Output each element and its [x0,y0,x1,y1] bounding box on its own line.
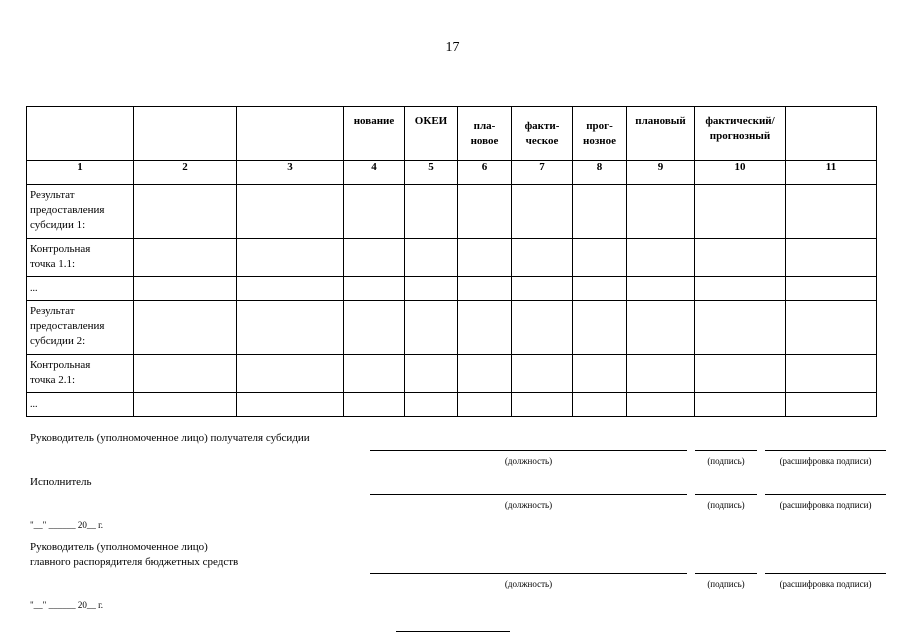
row-label: Контрольная точка 2.1: [27,355,134,393]
column-number: 9 [627,161,695,185]
header-cell-7: факти- ческое [512,107,573,161]
signature-line [695,494,757,495]
table-cell [458,301,512,355]
table-row [27,277,877,301]
header-cell-11 [786,107,877,161]
row-label: ... [27,277,134,301]
table-cell [695,301,786,355]
table-cell [573,185,627,239]
table-cell [344,239,405,277]
header-cell-1 [27,107,134,161]
date-line: "__" ______ 20__ г. [30,600,104,610]
decoding-line [765,494,886,495]
column-number: 10 [695,161,786,185]
table-cell [786,393,877,417]
table-cell [627,393,695,417]
table-cell [627,355,695,393]
table-cell [573,239,627,277]
position-line [370,450,687,451]
table-cell [458,355,512,393]
table-cell [695,355,786,393]
main-manager-head-label: Руководитель (уполномоченное лицо) главного распорядителя бюджетных средств [30,541,239,568]
table-cell [627,301,695,355]
decoding-line [765,450,886,451]
decoding-caption: (расшифровка подписи) [779,579,872,589]
table-cell [458,277,512,301]
table-row [27,239,877,277]
table-row [27,185,877,239]
decoding-caption: (расшифровка подписи) [779,456,872,466]
position-caption: (должность) [504,579,553,589]
table-cell [134,393,237,417]
table-cell [512,277,573,301]
table-cell [512,301,573,355]
table-cell [344,185,405,239]
table-cell [405,393,458,417]
table-cell [237,393,344,417]
table-cell [344,277,405,301]
footnote-separator [396,631,510,632]
date-line: "__" ______ 20__ г. [30,520,104,530]
table-cell [458,393,512,417]
table-cell [695,393,786,417]
table-cell [458,185,512,239]
table-cell [405,277,458,301]
table-row [27,355,877,393]
table-cell [512,239,573,277]
decoding-line [765,573,886,574]
signature-caption: (подпись) [707,579,745,589]
table-cell [573,393,627,417]
signature-line [695,450,757,451]
header-cell-3 [237,107,344,161]
table-cell [573,277,627,301]
table-cell [134,301,237,355]
table-cell [786,185,877,239]
table-cell [458,239,512,277]
column-number: 5 [405,161,458,185]
table-cell [237,239,344,277]
decoding-caption: (расшифровка подписи) [779,500,872,510]
row-label: Результат предоставления субсидии 1: [27,185,134,239]
table-cell [627,239,695,277]
header-cell-6: пла- новое [458,107,512,161]
header-cell-2 [134,107,237,161]
recipient-head-label: Руководитель (уполномоченное лицо) получателя субсидии [30,432,310,444]
table-cell [237,355,344,393]
table-cell [405,239,458,277]
column-number: 8 [573,161,627,185]
table-row [27,301,877,355]
table-cell [573,301,627,355]
table-cell [512,355,573,393]
header-cell-4: нование [344,107,405,161]
header-row [27,107,877,161]
table-cell [405,301,458,355]
signature-caption: (подпись) [707,456,745,466]
table-cell [405,185,458,239]
table-cell [237,185,344,239]
column-number: 2 [134,161,237,185]
table-cell [627,185,695,239]
table-cell [786,239,877,277]
column-number: 11 [786,161,877,185]
row-label: ... [27,393,134,417]
table-cell [134,277,237,301]
position-caption: (должность) [504,500,553,510]
table-cell [695,185,786,239]
column-number: 7 [512,161,573,185]
column-number: 1 [27,161,134,185]
signature-line [695,573,757,574]
position-caption: (должность) [504,456,553,466]
signature-caption: (подпись) [707,500,745,510]
table-cell [344,355,405,393]
results-table [26,106,877,417]
column-number: 3 [237,161,344,185]
column-number-row [27,161,877,185]
table-cell [512,393,573,417]
position-line [370,494,687,495]
column-number: 6 [458,161,512,185]
table-cell [786,355,877,393]
table-cell [344,393,405,417]
table-cell [627,277,695,301]
table-cell [134,185,237,239]
table-row [27,393,877,417]
table-cell [573,355,627,393]
page-number: 17 [445,40,460,55]
header-cell-8: прог- нозное [573,107,627,161]
header-cell-5: ОКЕИ [405,107,458,161]
table-cell [237,277,344,301]
header-cell-10: фактический/ прогнозный [695,107,786,161]
table-cell [786,277,877,301]
table-cell [695,277,786,301]
table-cell [695,239,786,277]
table-cell [405,355,458,393]
table-cell [512,185,573,239]
table-cell [237,301,344,355]
executor-label: Исполнитель [30,476,92,488]
header-cell-9: плановый [627,107,695,161]
table-cell [786,301,877,355]
column-number: 4 [344,161,405,185]
row-label: Результат предоставления субсидии 2: [27,301,134,355]
row-label: Контрольная точка 1.1: [27,239,134,277]
table-cell [134,355,237,393]
table-cell [134,239,237,277]
table-cell [344,301,405,355]
position-line [370,573,687,574]
